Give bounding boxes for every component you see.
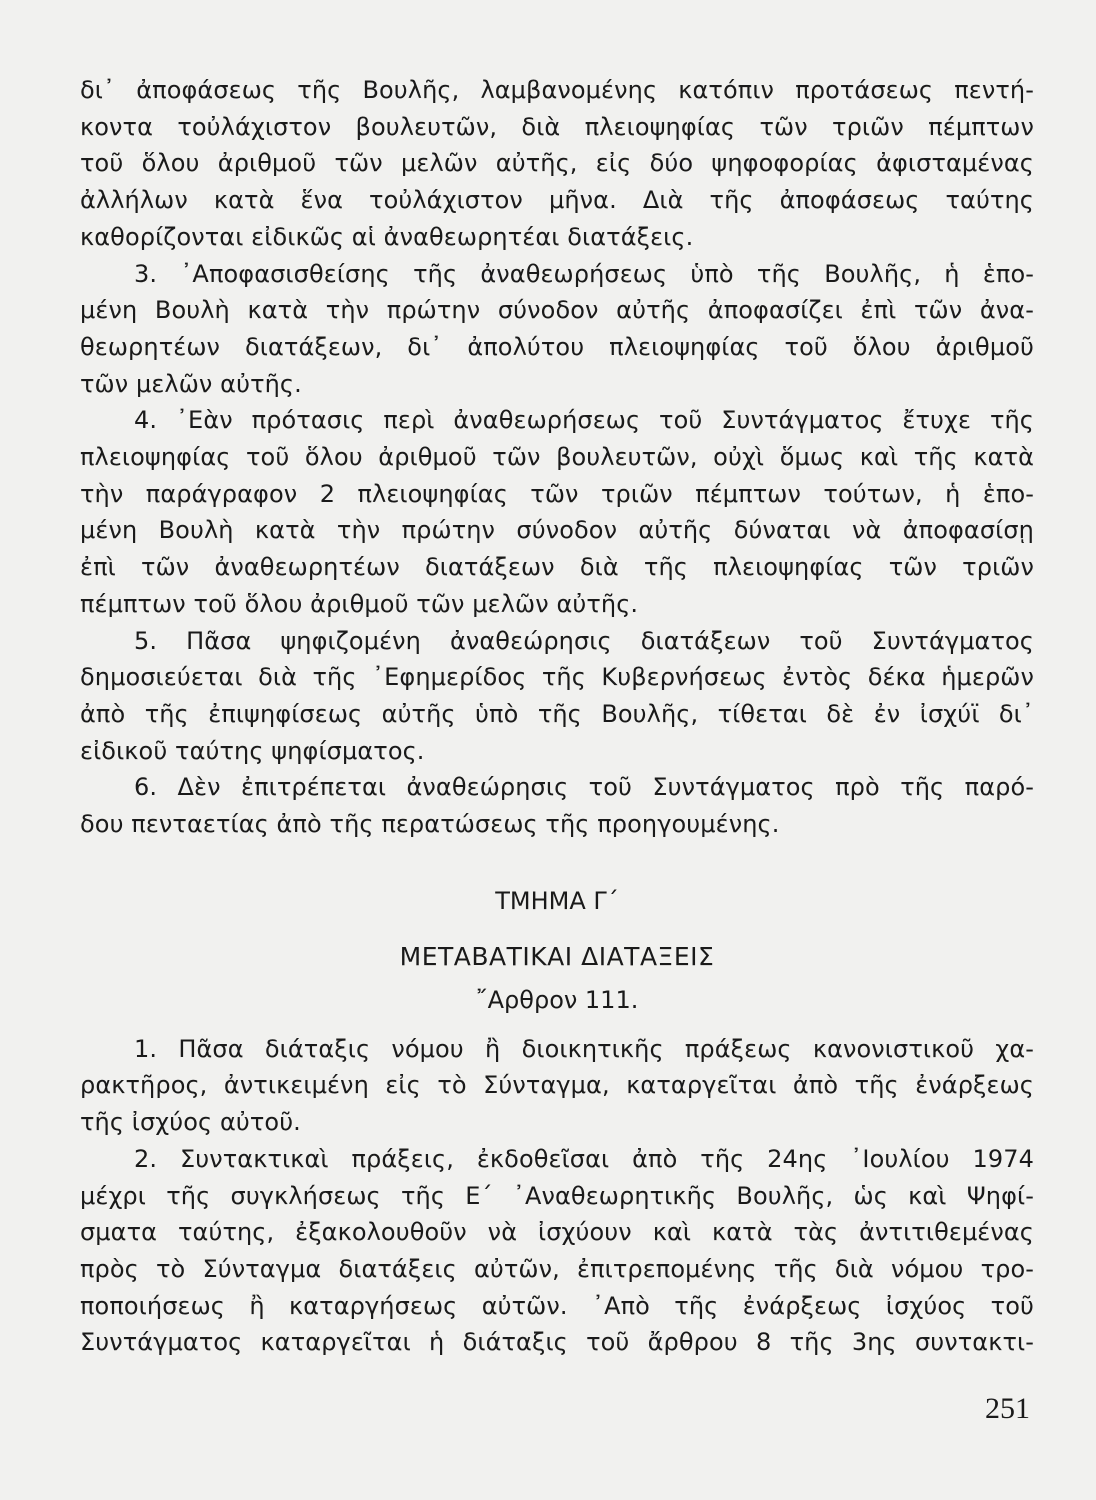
text-line: δου πενταετίας ἀπὸ τῆς περατώσεως τῆς προηγουμένης. [80, 810, 780, 839]
article-paragraph-2 [80, 1141, 1034, 1361]
text-line: 3. ᾽Αποφασισθείσης τῆς ἀναθεωρήσεως ὑπὸ τῆς Βουλῆς, ἡ ἑπο- [134, 259, 1034, 288]
text-line: ἀλλήλων κατὰ ἕνα τοὐλάχιστον μῆνα. Διὰ τῆς ἀποφάσεως ταύτης [80, 186, 1034, 215]
text-line: τῶν μελῶν αὐτῆς. [80, 369, 302, 398]
article-paragraph-1 [80, 1031, 1034, 1141]
text-line: ἀπὸ τῆς ἐπιψηφίσεως αὐτῆς ὑπὸ τῆς Βουλῆς, τίθεται δὲ ἐν ἰσχύϊ δι᾽ [80, 699, 1034, 728]
text-line: 4. ᾽Εὰν πρότασις περὶ ἀναθεωρήσεως τοῦ Συντάγματος ἔτυχε τῆς [134, 406, 1034, 435]
text-line: θεωρητέων διατάξεων, δι᾽ ἀπολύτου πλειοψηφίας τοῦ ὅλου ἀριθμοῦ [80, 332, 1034, 361]
text-line: πρὸς τὸ Σύνταγμα διατάξεις αὐτῶν, ἐπιτρεπομένης τῆς διὰ νόμου τρο- [80, 1254, 1034, 1283]
text-line: 2. Συντακτικαὶ πράξεις, ἐκδοθεῖσαι ἀπὸ τῆς 24ης ᾽Ιουλίου 1974 [134, 1144, 1034, 1173]
text-line: πέμπτων τοῦ ὅλου ἀριθμοῦ τῶν μελῶν αὐτῆς. [80, 589, 639, 618]
text-line: τῆς ἰσχύος αὐτοῦ. [80, 1108, 301, 1137]
paragraph-6 [80, 769, 1034, 842]
part-title: ΜΕΤΑΒΑΤΙΚΑΙ ΔΙΑΤΑΞΕΙΣ [399, 941, 715, 971]
section-title: ΤΜΗΜΑ Γ΄ [495, 886, 619, 915]
paragraph-3 [80, 256, 1034, 403]
text-line: εἰδικοῦ ταύτης ψηφίσματος. [80, 736, 425, 765]
text-line: Συντάγματος καταργεῖται ἡ διάταξις τοῦ ἄρθρου 8 τῆς 3ης συντακτι- [80, 1328, 1034, 1357]
text-line: δι᾽ ἀποφάσεως τῆς Βουλῆς, λαμβανομένης κατόπιν προτάσεως πεντή- [80, 76, 1034, 104]
text-line: ρακτῆρος, ἀντικειμένη εἰς τὸ Σύνταγμα, καταργεῖται ἀπὸ τῆς ἐνάρξεως [80, 1071, 1034, 1100]
text-line: πλειοψηφίας τοῦ ὅλου ἀριθμοῦ τῶν βουλευτῶν, οὐχὶ ὅμως καὶ τῆς κατὰ [80, 443, 1034, 472]
text-line: μένη Βουλὴ κατὰ τὴν πρώτην σύνοδον αὐτῆς ἀποφασίζει ἐπὶ τῶν ἀνα- [80, 296, 1034, 325]
text-line: μέχρι τῆς συγκλήσεως τῆς Ε΄ ᾽Αναθεωρητικῆς Βουλῆς, ὡς καὶ Ψηφί- [80, 1181, 1034, 1210]
paragraph-5 [80, 623, 1034, 770]
text-line: σματα ταύτης, ἐξακολουθοῦν νὰ ἰσχύουν καὶ κατὰ τὰς ἀντιτιθεμένας [80, 1218, 1034, 1247]
text-line: δημοσιεύεται διὰ τῆς ᾽Εφημερίδος τῆς Κυβερνήσεως ἐντὸς δέκα ἡμερῶν [80, 663, 1034, 692]
text-line: 1. Πᾶσα διάταξις νόμου ἢ διοικητικῆς πράξεως κανονιστικοῦ χα- [134, 1034, 1034, 1063]
text-line: ποποιήσεως ἢ καταργήσεως αὐτῶν. ᾽Απὸ τῆς ἐνάρξεως ἰσχύος τοῦ [80, 1291, 1034, 1320]
text-line: 5. Πᾶσα ψηφιζομένη ἀναθεώρησις διατάξεων τοῦ Συντάγματος [134, 626, 1034, 655]
paragraph-continuation [80, 72, 1034, 256]
text-line: 6. Δὲν ἐπιτρέπεται ἀναθεώρησις τοῦ Συντάγματος πρὸ τῆς παρό- [134, 773, 1034, 802]
text-line: μένη Βουλὴ κατὰ τὴν πρώτην σύνοδον αὐτῆς δύναται νὰ ἀποφασίσῃ [80, 516, 1034, 545]
text-line: καθορίζονται εἰδικῶς αἱ ἀναθεωρητέαι διατάξεις. [80, 222, 694, 251]
document-page [80, 72, 1034, 1472]
page-number: 251 [985, 1392, 1030, 1425]
article-title: ῎Αρθρον 111. [475, 985, 639, 1014]
text-line: ἐπὶ τῶν ἀναθεωρητέων διατάξεων διὰ τῆς πλειοψηφίας τῶν τριῶν [80, 553, 1034, 582]
text-line: κοντα τοὐλάχιστον βουλευτῶν, διὰ πλειοψηφίας τῶν τριῶν πέμπτων [80, 112, 1034, 141]
paragraph-4 [80, 402, 1034, 622]
text-line: τὴν παράγραφον 2 πλειοψηφίας τῶν τριῶν πέμπτων τούτων, ἡ ἑπο- [80, 479, 1034, 508]
text-line: τοῦ ὅλου ἀριθμοῦ τῶν μελῶν αὐτῆς, εἰς δύο ψηφοφορίας ἀφισταμένας [80, 149, 1034, 178]
